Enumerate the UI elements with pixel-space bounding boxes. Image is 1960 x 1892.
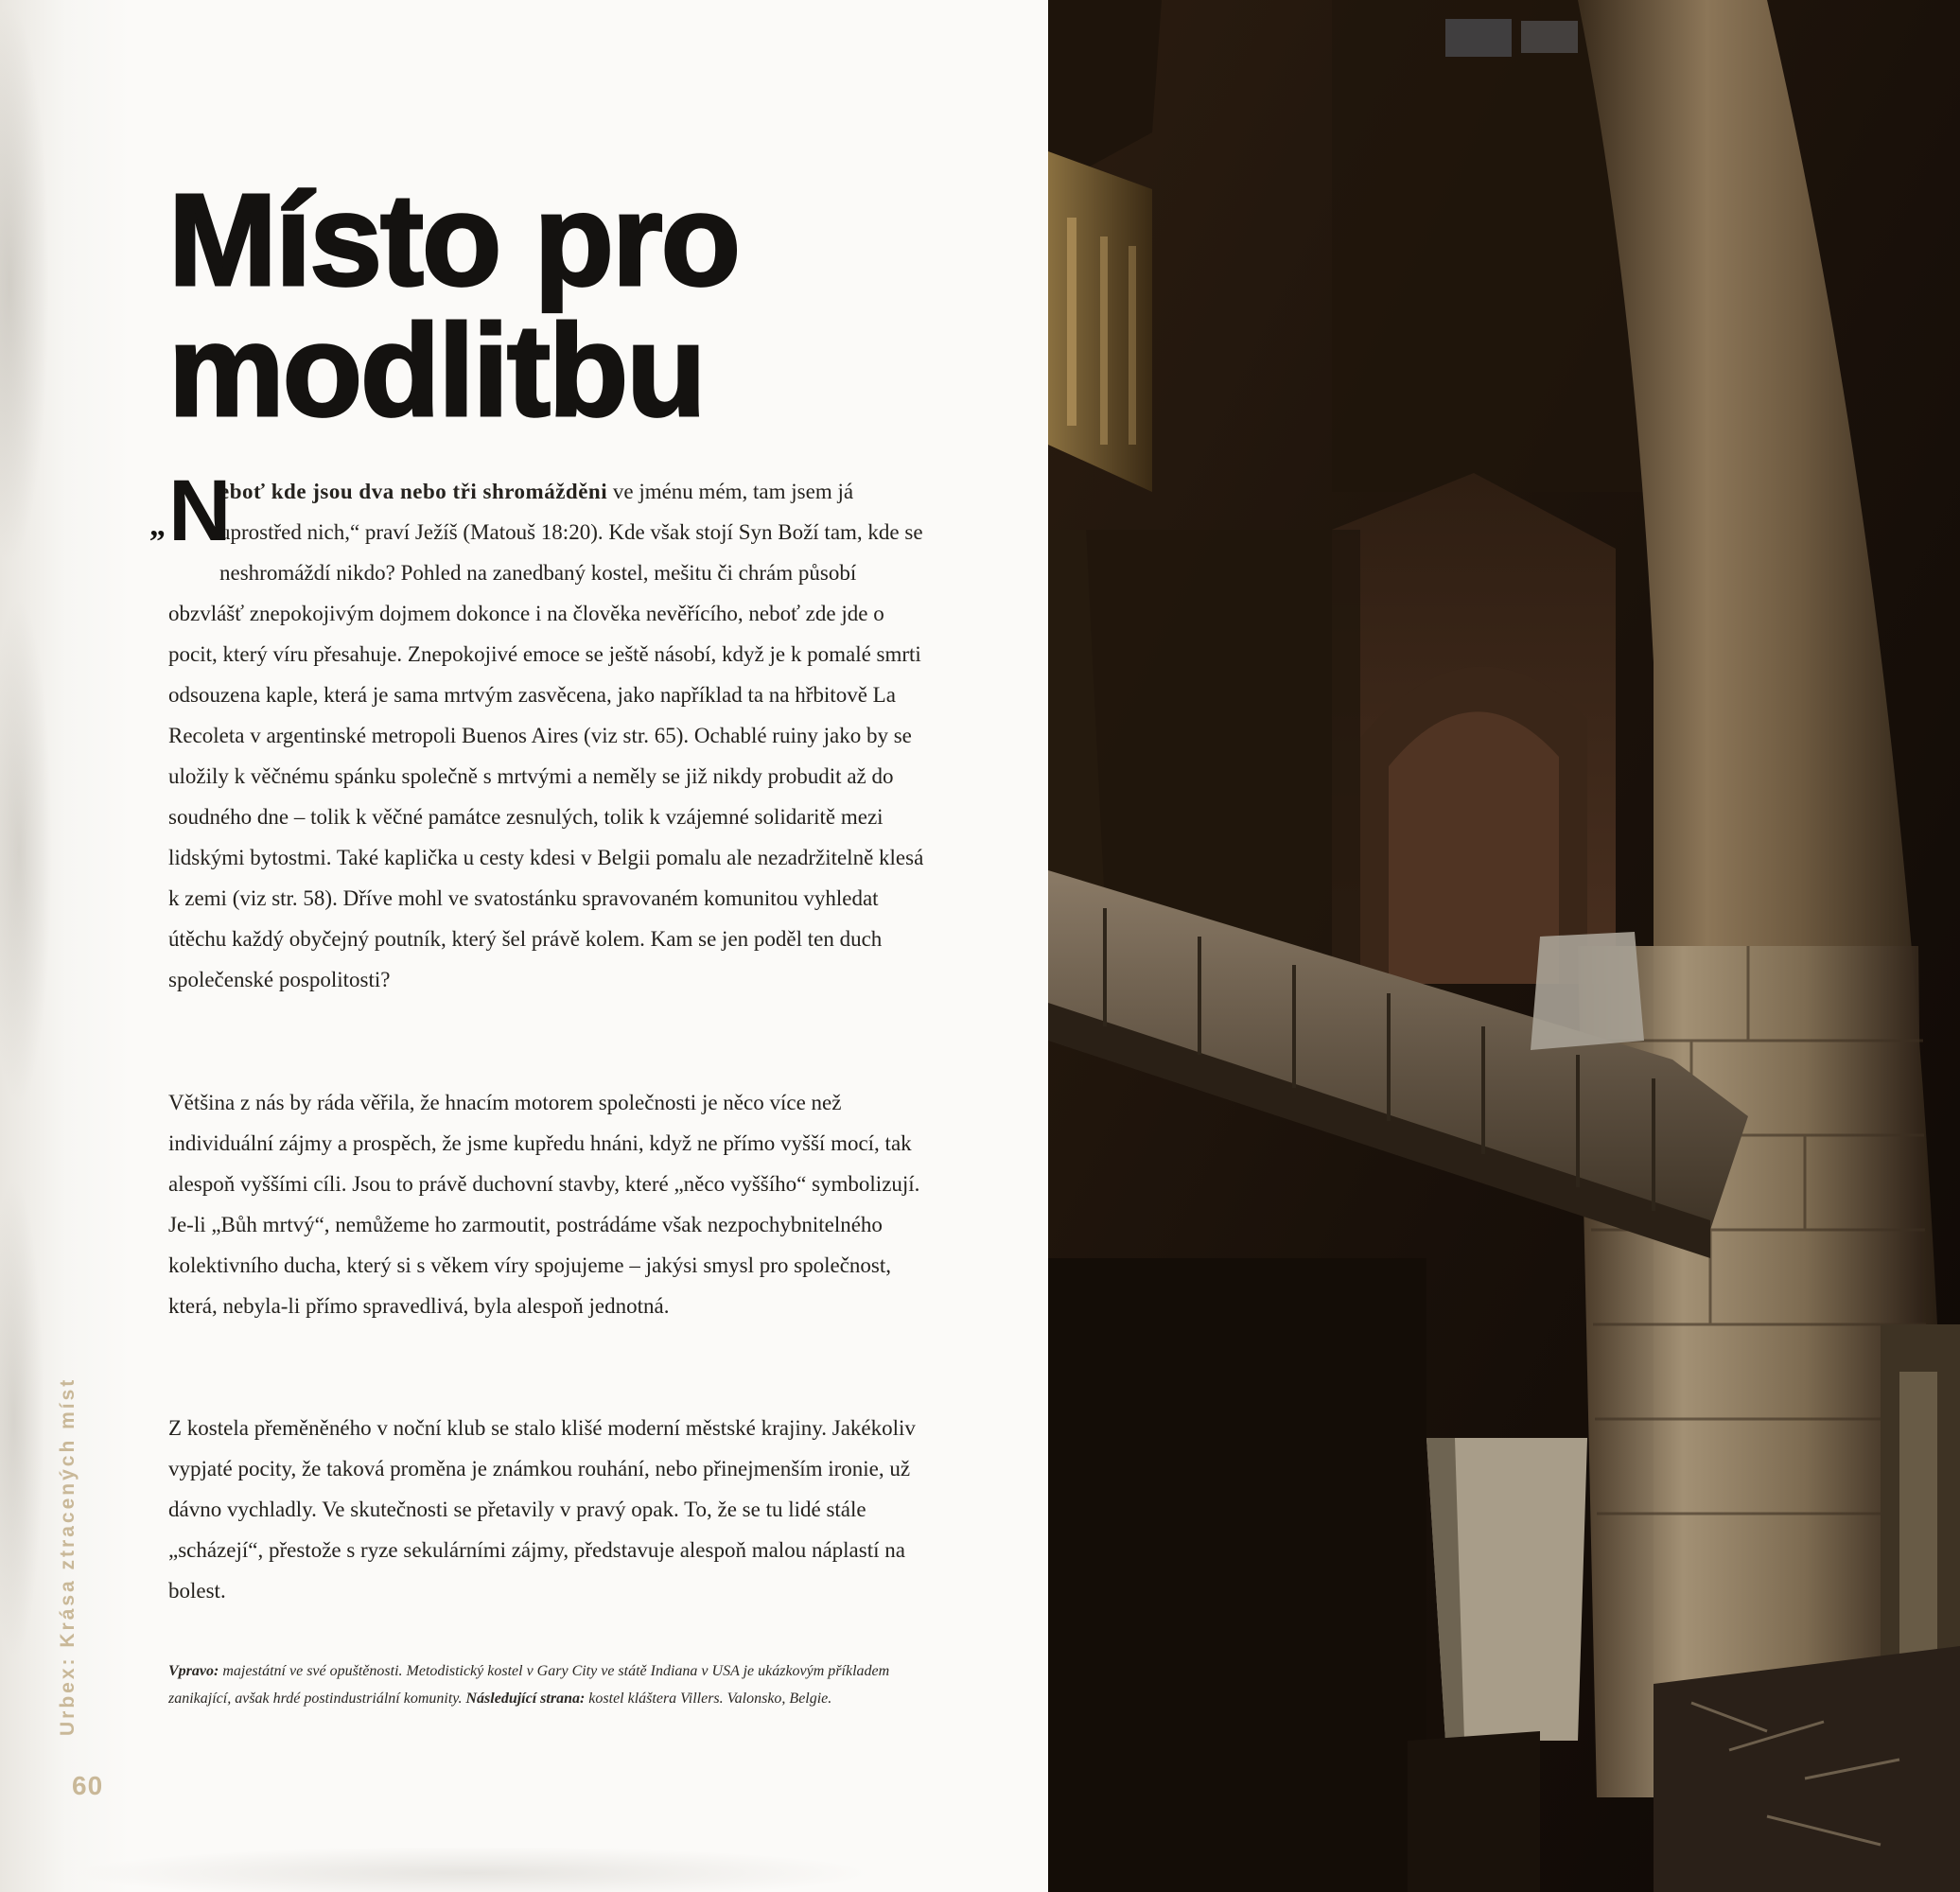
page-number: 60 bbox=[72, 1771, 104, 1800]
title-line-1: Místo pro bbox=[168, 167, 739, 313]
caption-text-1: majestátní ve své opuštěnosti. Metodistický kostel v Gary City ve státě Indiana v USA je ukázkovým příkladem zanikající, avšak hrdé postindustriální komunity. bbox=[168, 1663, 890, 1707]
caption-text-2: kostel kláštera Villers. Valonsko, Belgie. bbox=[585, 1691, 832, 1707]
paragraph-2: Většina z nás by ráda věřila, že hnacím motorem společnosti je něco více než individuální zájmy a prospěch, že jsme kupředu hnáni, když ne přímo vyšší mocí, tak alespoň vyššími cíli. Jsou to právě duchovní stavby, které „něco vyššího“ symbolizují. Je-li „Bůh mrtvý“, nemůžeme ho zarmoutit, postrádáme však nezpochybnitelného kolektivního ducha, který si s věkem víry spojujeme – jakýsi smysl pro společnost, která, nebyla-li přímo spravedlivá, byla alespoň jednotná. bbox=[168, 1091, 920, 1318]
open-quote: „ bbox=[149, 508, 166, 543]
caption-label-next: Následující strana: bbox=[465, 1691, 586, 1707]
paragraph-1-text: ve jménu mém, tam jsem já uprostřed nich,“ praví Ježíš (Matouš 18:20). Kde však stojí Syn Boží tam, kde se neshromáždí nikdo? Pohled na zanedbaný kostel, mešitu či chrám působí obzvlášť znepokojivým dojmem dokonce i na člověka nevěřícího, neboť zde jde o pocit, který víru přesahuje. Znepokojivé emoce se ještě násobí, když je k pomalé smrti odsouzena kaple, která je sama mrtvým zasvěcena, jako například ta na hřbitově La Recoleta v argentinské metropoli Buenos Aires (viz str. 65). Ochablé ruiny jako by se uložily k věčnému spánku společně s mrtvými a neměly se již nikdy probudit až do soudného dne – tolik k věčné památce zesnulých, tolik k vzájemné solidaritě mezi lidskými bytostmi. Také kaplička u cesty kdesi v Belgii pomalu ale nezadržitelně klesá k zemi (viz str. 58). Dříve mohl ve svatostánku spravovaném komunitou vyhledat útěchu každý obyčejný poutník, který šel právě kolem. Kam se jen poděl ten duch společenské pospolitosti? bbox=[168, 480, 924, 991]
page-title bbox=[168, 167, 739, 444]
title-line-2: modlitbu bbox=[168, 298, 705, 444]
photo-caption bbox=[168, 1657, 906, 1712]
paragraph-3: Z kostela přeměněného v noční klub se stalo klišé moderní městské krajiny. Jakékoliv vypjaté pocity, že taková proměna je známkou rouhání, nebo přinejmenším ironie, už dávno vychladly. Ve skutečnosti se přetavily v pravý opak. To, že se tu lidé stále „scházejí“, přestože s ryze sekulárními zájmy, představuje alespoň malou náplastí na bolest. bbox=[168, 1416, 916, 1603]
dropcap-block bbox=[149, 463, 232, 559]
caption-label-right: Vpravo: bbox=[168, 1663, 219, 1679]
paragraph-1 bbox=[149, 463, 925, 1000]
lead-in-bold: eboť kde jsou dva nebo tři shromážděni bbox=[219, 480, 608, 503]
dropcap-letter: N bbox=[168, 463, 232, 559]
church-interior-photo bbox=[1048, 0, 1960, 1892]
running-header: Urbex: Krása ztracených míst bbox=[57, 1376, 79, 1736]
church-interior-illustration bbox=[1048, 0, 1960, 1892]
